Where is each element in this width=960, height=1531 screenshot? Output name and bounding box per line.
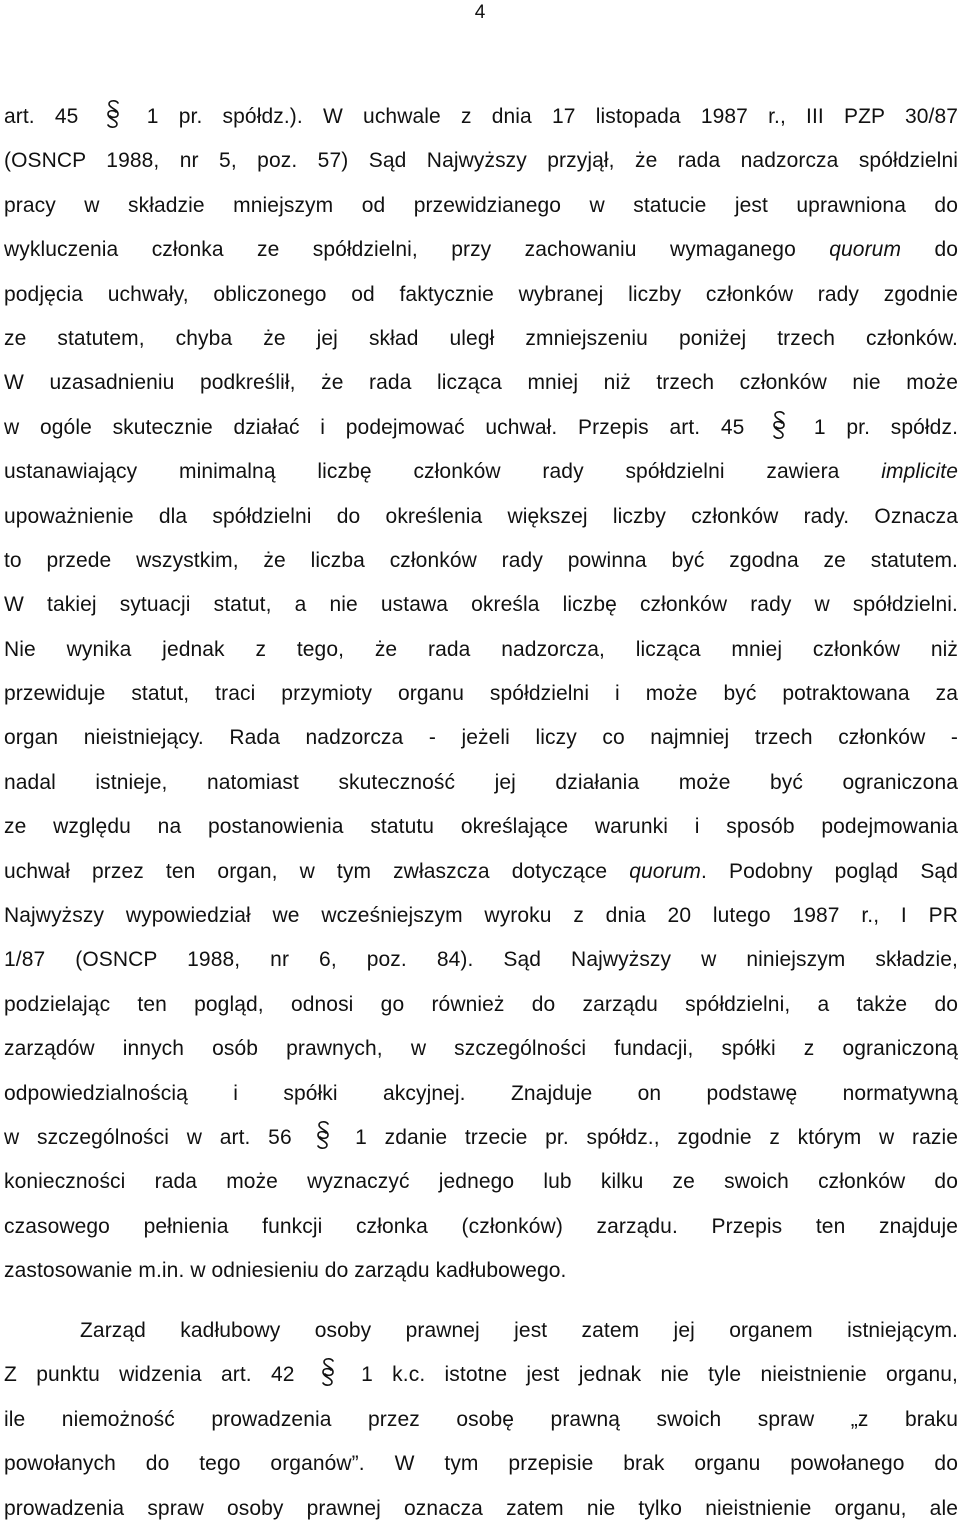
- text-line: przewiduje statut, traci przymioty organu spółdzielni i może być potraktowana za: [4, 682, 958, 706]
- text-line: Najwyższy wypowiedział we wcześniejszym wyroku z dnia 20 lutego 1987 r., I PR: [4, 904, 958, 928]
- text-line: ze względu na postanowienia statutu określające warunki i sposób podejmowania: [4, 815, 958, 839]
- text-line: Zarząd kadłubowy osoby prawnej jest zatem jej organem istniejącym.: [80, 1319, 958, 1342]
- text-line: W uzasadnieniu podkreślił, że rada licząca mniej niż trzech członków nie może: [4, 371, 958, 395]
- text-line: wykluczenia członka ze spółdzielni, przy zachowaniu wymaganego quorum do: [4, 238, 958, 262]
- page-number: 4: [474, 2, 486, 23]
- text-line: ze statutem, chyba że jej skład uległ zmniejszeniu poniżej trzech członków.: [4, 326, 958, 350]
- text-line: uchwał przez ten organ, w tym zwłaszcza dotyczące quorum. Podobny pogląd Sąd: [4, 859, 958, 883]
- text-line: podzielając ten pogląd, odnosi go również do zarządu spółdzielni, a także do: [4, 992, 958, 1016]
- text-line: Z punktu widzenia art. 42 1 k.c. istotne jest jednak nie tyle nieistnienie organu,: [4, 1353, 958, 1397]
- text-line: powołanych do tego organów”. W tym przepisie brak organu powołanego do: [4, 1452, 958, 1476]
- text-line: art. 45 1 pr. spółdz.). W uchwale z dnia 17 listopada 1987 r., III PZP 30/87: [4, 95, 958, 139]
- text-line: zastosowanie m.in. w odniesieniu do zarządu kadłubowego.: [4, 1259, 567, 1283]
- text-line: zarządów innych osób prawnych, w szczególności fundacji, spółki z ograniczoną: [4, 1037, 958, 1061]
- text-line: pracy w składzie mniejszym od przewidzianego w statucie jest uprawniona do: [4, 193, 958, 217]
- text-line: w ogóle skutecznie działać i podejmować uchwał. Przepis art. 45 1 pr. spółdz.: [4, 406, 958, 450]
- body-text-main: [4, 95, 958, 1294]
- italic-term: quorum: [629, 859, 702, 883]
- text-line: upoważnienie dla spółdzielni do określenia większej liczby członków rady. Oznacza: [4, 504, 958, 528]
- section-sign-icon: [313, 1120, 333, 1150]
- section-sign-icon: [318, 1357, 338, 1387]
- text-line: konieczności rada może wyznaczyć jednego lub kilku ze swoich członków do: [4, 1170, 958, 1194]
- italic-term: implicite: [881, 460, 958, 484]
- text-line: organ nieistniejący. Rada nadzorcza - jeżeli liczy co najmniej trzech członków -: [4, 726, 958, 750]
- text-line: Nie wynika jednak z tego, że rada nadzorcza, licząca mniej członków niż: [4, 637, 958, 661]
- body-text-second-paragraph: [4, 1309, 958, 1531]
- text-line: podjęcia uchwały, obliczonego od faktycznie wybranej liczby członków rady zgodnie: [4, 282, 958, 306]
- text-line: ustanawiający minimalną liczbę członków rady spółdzielni zawiera implicite: [4, 460, 958, 484]
- text-line: (OSNCP 1988, nr 5, poz. 57) Sąd Najwyższy przyjął, że rada nadzorcza spółdzielni: [4, 149, 958, 173]
- text-line: to przede wszystkim, że liczba członków rady powinna być zgodna ze statutem.: [4, 548, 958, 572]
- text-line: czasowego pełnienia funkcji członka (członków) zarządu. Przepis ten znajduje: [4, 1214, 958, 1238]
- text-line: W takiej sytuacji statut, a nie ustawa określa liczbę członków rady w spółdzielni.: [4, 593, 958, 617]
- text-line: 1/87 (OSNCP 1988, nr 6, poz. 84). Sąd Najwyższy w niniejszym składzie,: [4, 948, 958, 972]
- section-sign-icon: [769, 410, 789, 440]
- text-line: ile niemożność prowadzenia przez osobę prawną swoich spraw „z braku: [4, 1407, 958, 1431]
- text-line: nadal istnieje, natomiast skuteczność jej działania może być ograniczona: [4, 770, 958, 794]
- text-line: odpowiedzialnością i spółki akcyjnej. Znajduje on podstawę normatywną: [4, 1081, 958, 1105]
- text-line: w szczególności w art. 56 1 zdanie trzecie pr. spółdz., zgodnie z którym w razie: [4, 1116, 958, 1160]
- section-sign-icon: [103, 99, 123, 129]
- text-line: prowadzenia spraw osoby prawnej oznacza zatem nie tylko nieistnienie organu, ale: [4, 1496, 958, 1520]
- italic-term: quorum: [829, 238, 902, 262]
